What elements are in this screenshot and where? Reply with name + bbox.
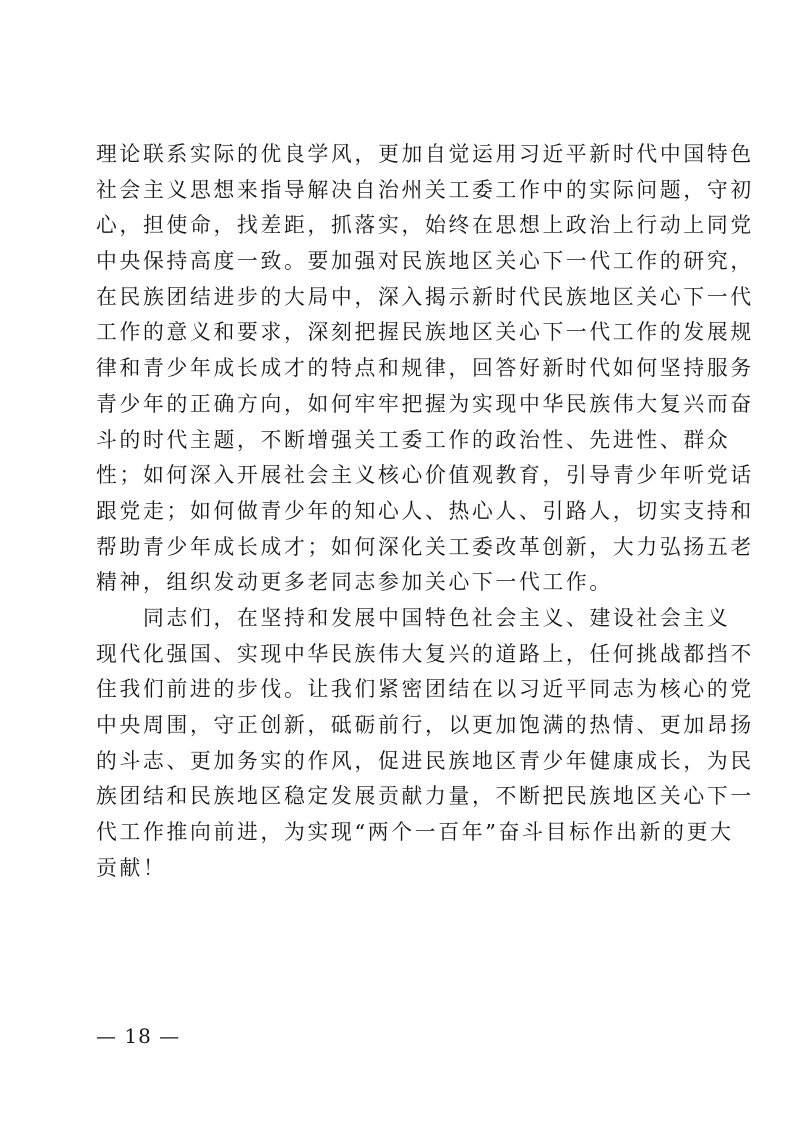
body-text — [96, 137, 754, 886]
text-line: 社会主义思想来指导解决自治州关工委工作中的实际问题，守初 — [96, 177, 754, 202]
text-line: 中央保持高度一致。要加强对民族地区关心下一代工作的研究， — [96, 249, 754, 274]
text-line: 族团结和民族地区稳定发展贡献力量，不断把民族地区关心下一 — [96, 784, 754, 809]
text-line: 贡献！ — [96, 855, 167, 880]
text-line: 同志们，在坚持和发展中国特色社会主义、建设社会主义 — [143, 605, 731, 630]
paragraph-1 — [96, 137, 754, 601]
text-line: 律和青少年成长成才的特点和规律，回答好新时代如何坚持服务 — [96, 356, 754, 381]
text-line: 理论联系实际的优良学风，更加自觉运用习近平新时代中国特色 — [96, 142, 754, 166]
text-line: 帮助青少年成长成才；如何深化关工委改革创新，大力弘扬五老 — [96, 534, 754, 559]
paragraph-2 — [96, 601, 754, 887]
text-line: 中央周围，守正创新，砥砺前行，以更加饱满的热情、更加昂扬 — [96, 713, 754, 737]
text-line: 性；如何深入开展社会主义核心价值观教育，引导青少年听党话 — [96, 463, 754, 488]
text-line: 跟党走；如何做青少年的知心人、热心人、引路人，切实支持和 — [96, 498, 754, 523]
text-line: 现代化强国、实现中华民族伟大复兴的道路上，任何挑战都挡不 — [96, 641, 754, 666]
text-line: 心，担使命，找差距，抓落实，始终在思想上政治上行动上同党 — [96, 213, 754, 238]
text-line: 斗的时代主题，不断增强关工委工作的政治性、先进性、群众 — [96, 427, 731, 452]
text-line: 代工作推向前进，为实现“两个一百年”奋斗目标作出新的更大 — [96, 820, 734, 845]
text-line: 工作的意义和要求，深刻把握民族地区关心下一代工作的发展规 — [96, 320, 754, 345]
text-line: 在民族团结进步的大局中，深入揭示新时代民族地区关心下一代 — [96, 284, 754, 309]
page-number: — 18 — — [96, 1024, 181, 1048]
text-line: 住我们前进的步伐。让我们紧密团结在以习近平同志为核心的党 — [96, 677, 754, 702]
text-line: 青少年的正确方向，如何牢牢把握为实现中华民族伟大复兴而奋 — [96, 391, 754, 416]
text-line: 的斗志、更加务实的作风，促进民族地区青少年健康成长，为民 — [96, 748, 754, 773]
text-line: 精神，组织发动更多老同志参加关心下一代工作。 — [96, 570, 613, 595]
